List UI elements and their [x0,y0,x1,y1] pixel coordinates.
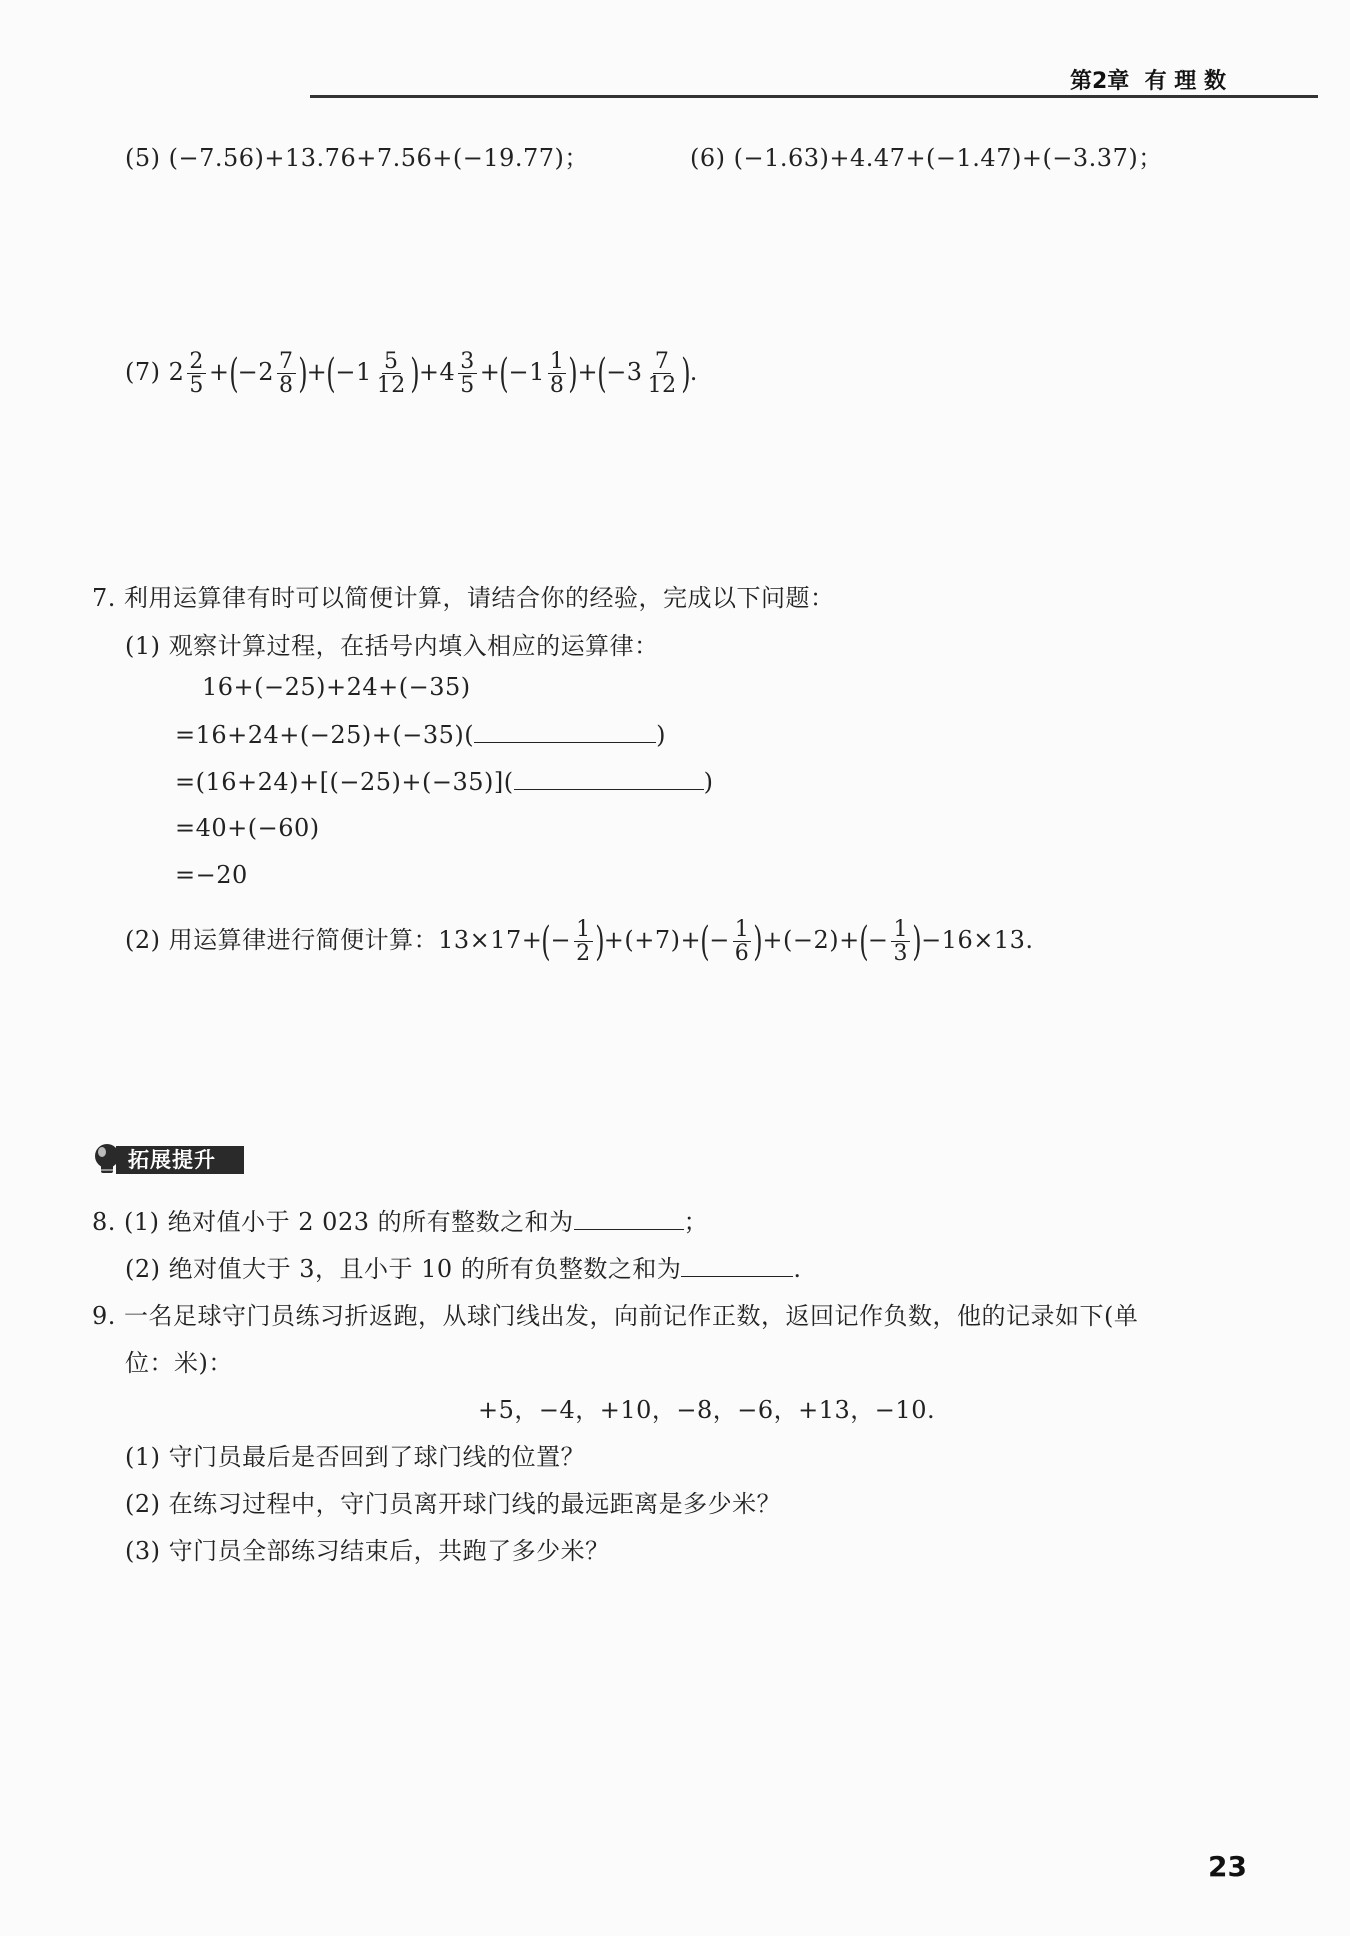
q6-part7-label: (7) [125,358,161,387]
q7-step-5: =−20 [175,861,248,889]
q7-part1: (1) 观察计算过程，在括号内填入相应的运算律： [125,632,659,660]
fraction: $\frac{1}{8}$ [549,349,565,399]
chapter-title: 有 理 数 [1144,69,1226,94]
chapter-header [1070,64,1226,95]
fraction: $\frac{7}{12}$ [647,349,677,399]
section-badge [92,1143,250,1177]
q7-step-3: =(16+24)+[(−25)+(−35)]( ) [175,768,714,796]
q7-step-2: =16+24+(−25)+(−35)( ) [175,721,667,749]
q7-part2: (2) 用运算律进行简便计算：13×17+(− $\frac{1}{2}$ )+(+7)+(− $\frac{1}{6}$ )+(−2)+(− $\frac{1}{3}$ )−16×13. [125,917,1034,967]
answer-blank[interactable] [474,720,656,743]
q6-part5: (5) (−7.56)+13.76+7.56+(−19.77)； [125,144,589,172]
fraction: $\frac{1}{3}$ [893,917,908,967]
q6-part6: (6) (−1.63)+4.47+(−1.47)+(−3.37)； [690,144,1163,172]
q7-stem: 7. 利用运算律有时可以简便计算，请结合你的经验，完成以下问题： [92,584,835,612]
q9-part1: (1) 守门员最后是否回到了球门线的位置？ [125,1443,586,1471]
q8-part2: (2) 绝对值大于 3，且小于 10 的所有负整数之和为 . [125,1255,802,1283]
fraction: $\frac{7}{8}$ [279,349,294,399]
section-title: 拓展提升 [128,1148,216,1172]
q8-part1: 8. (1) 绝对值小于 2 023 的所有整数之和为 ； [92,1208,709,1236]
answer-blank[interactable] [574,1207,684,1230]
q6-part7: (7) 2 $\frac{2}{5}$ +(−2 $\frac{7}{8}$ )+(−1 $\frac{5}{12}$ )+4 $\frac{3}{5}$ +(−1 $\frac{1}{8}$ )+(−3 $\frac{7}{12}$ ). [125,349,698,399]
answer-blank[interactable] [681,1254,793,1277]
q9-part3: (3) 守门员全部练习结束后，共跑了多少米？ [125,1537,610,1565]
chapter-number: 第2章 [1070,69,1130,94]
header-rule [310,95,1318,98]
fraction: $\frac{2}{5}$ [189,349,204,399]
answer-blank[interactable] [514,767,704,790]
q9-stem-line2: 位：米)： [125,1349,233,1377]
q7-step-4: =40+(−60) [175,814,320,842]
fraction: $\frac{1}{2}$ [576,917,591,967]
fraction: $\frac{1}{6}$ [734,917,750,967]
q9-stem-line1: 9. 一名足球守门员练习折返跑，从球门线出发，向前记作正数，返回记作负数，他的记录如下(单 [92,1302,1139,1330]
q7-step-1: 16+(−25)+24+(−35) [202,673,471,701]
page-number: 23 [1208,1850,1247,1883]
q9-record: +5，−4，+10，−8，−6，+13，−10. [478,1396,936,1424]
fraction: $\frac{3}{5}$ [460,349,475,399]
fraction: $\frac{5}{12}$ [376,349,406,399]
q9-part2: (2) 在练习过程中，守门员离开球门线的最远距离是多少米？ [125,1490,782,1518]
